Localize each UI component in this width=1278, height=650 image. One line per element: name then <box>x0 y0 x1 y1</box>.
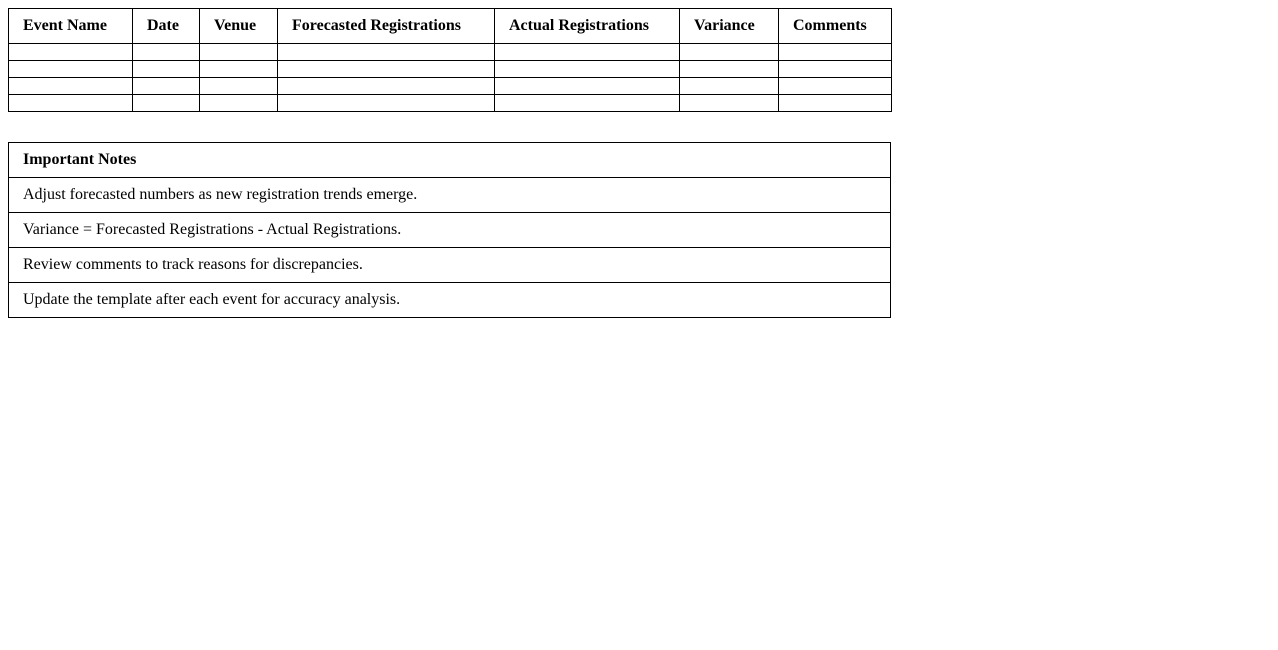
column-header-event-name: Event Name <box>9 9 133 44</box>
table-cell[interactable] <box>680 61 779 78</box>
column-header-forecasted-registrations: Forecasted Registrations <box>278 9 495 44</box>
table-row <box>9 78 892 95</box>
table-cell[interactable] <box>200 78 278 95</box>
table-cell[interactable] <box>779 95 892 112</box>
table-cell[interactable] <box>779 61 892 78</box>
table-cell[interactable] <box>9 61 133 78</box>
table-cell[interactable] <box>495 61 680 78</box>
table-cell[interactable] <box>133 95 200 112</box>
events-header-row <box>9 9 892 44</box>
column-header-venue: Venue <box>200 9 278 44</box>
column-header-variance: Variance <box>680 9 779 44</box>
table-cell[interactable] <box>495 95 680 112</box>
table-row <box>9 44 892 61</box>
table-cell[interactable] <box>495 78 680 95</box>
list-item <box>9 178 891 213</box>
table-cell[interactable] <box>278 44 495 61</box>
table-cell[interactable] <box>133 44 200 61</box>
table-cell[interactable] <box>200 95 278 112</box>
table-cell[interactable] <box>278 78 495 95</box>
column-header-date: Date <box>133 9 200 44</box>
notes-table <box>8 142 891 318</box>
list-item <box>9 213 891 248</box>
table-cell[interactable] <box>133 61 200 78</box>
table-cell[interactable] <box>278 61 495 78</box>
note-text: Adjust forecasted numbers as new registration trends emerge. <box>9 178 891 213</box>
table-cell[interactable] <box>779 78 892 95</box>
table-cell[interactable] <box>495 44 680 61</box>
list-item <box>9 283 891 318</box>
column-header-actual-registrations: Actual Registrations <box>495 9 680 44</box>
notes-header-row <box>9 143 891 178</box>
column-header-comments: Comments <box>779 9 892 44</box>
table-cell[interactable] <box>9 78 133 95</box>
table-cell[interactable] <box>680 44 779 61</box>
table-cell[interactable] <box>9 44 133 61</box>
table-row <box>9 95 892 112</box>
note-text: Review comments to track reasons for discrepancies. <box>9 248 891 283</box>
events-table <box>8 8 892 112</box>
table-cell[interactable] <box>779 44 892 61</box>
table-cell[interactable] <box>133 78 200 95</box>
table-cell[interactable] <box>200 61 278 78</box>
list-item <box>9 248 891 283</box>
table-cell[interactable] <box>9 95 133 112</box>
notes-title: Important Notes <box>9 143 891 178</box>
table-cell[interactable] <box>680 78 779 95</box>
table-cell[interactable] <box>200 44 278 61</box>
note-text: Update the template after each event for accuracy analysis. <box>9 283 891 318</box>
table-row <box>9 61 892 78</box>
table-cell[interactable] <box>278 95 495 112</box>
note-text: Variance = Forecasted Registrations - Actual Registrations. <box>9 213 891 248</box>
table-cell[interactable] <box>680 95 779 112</box>
